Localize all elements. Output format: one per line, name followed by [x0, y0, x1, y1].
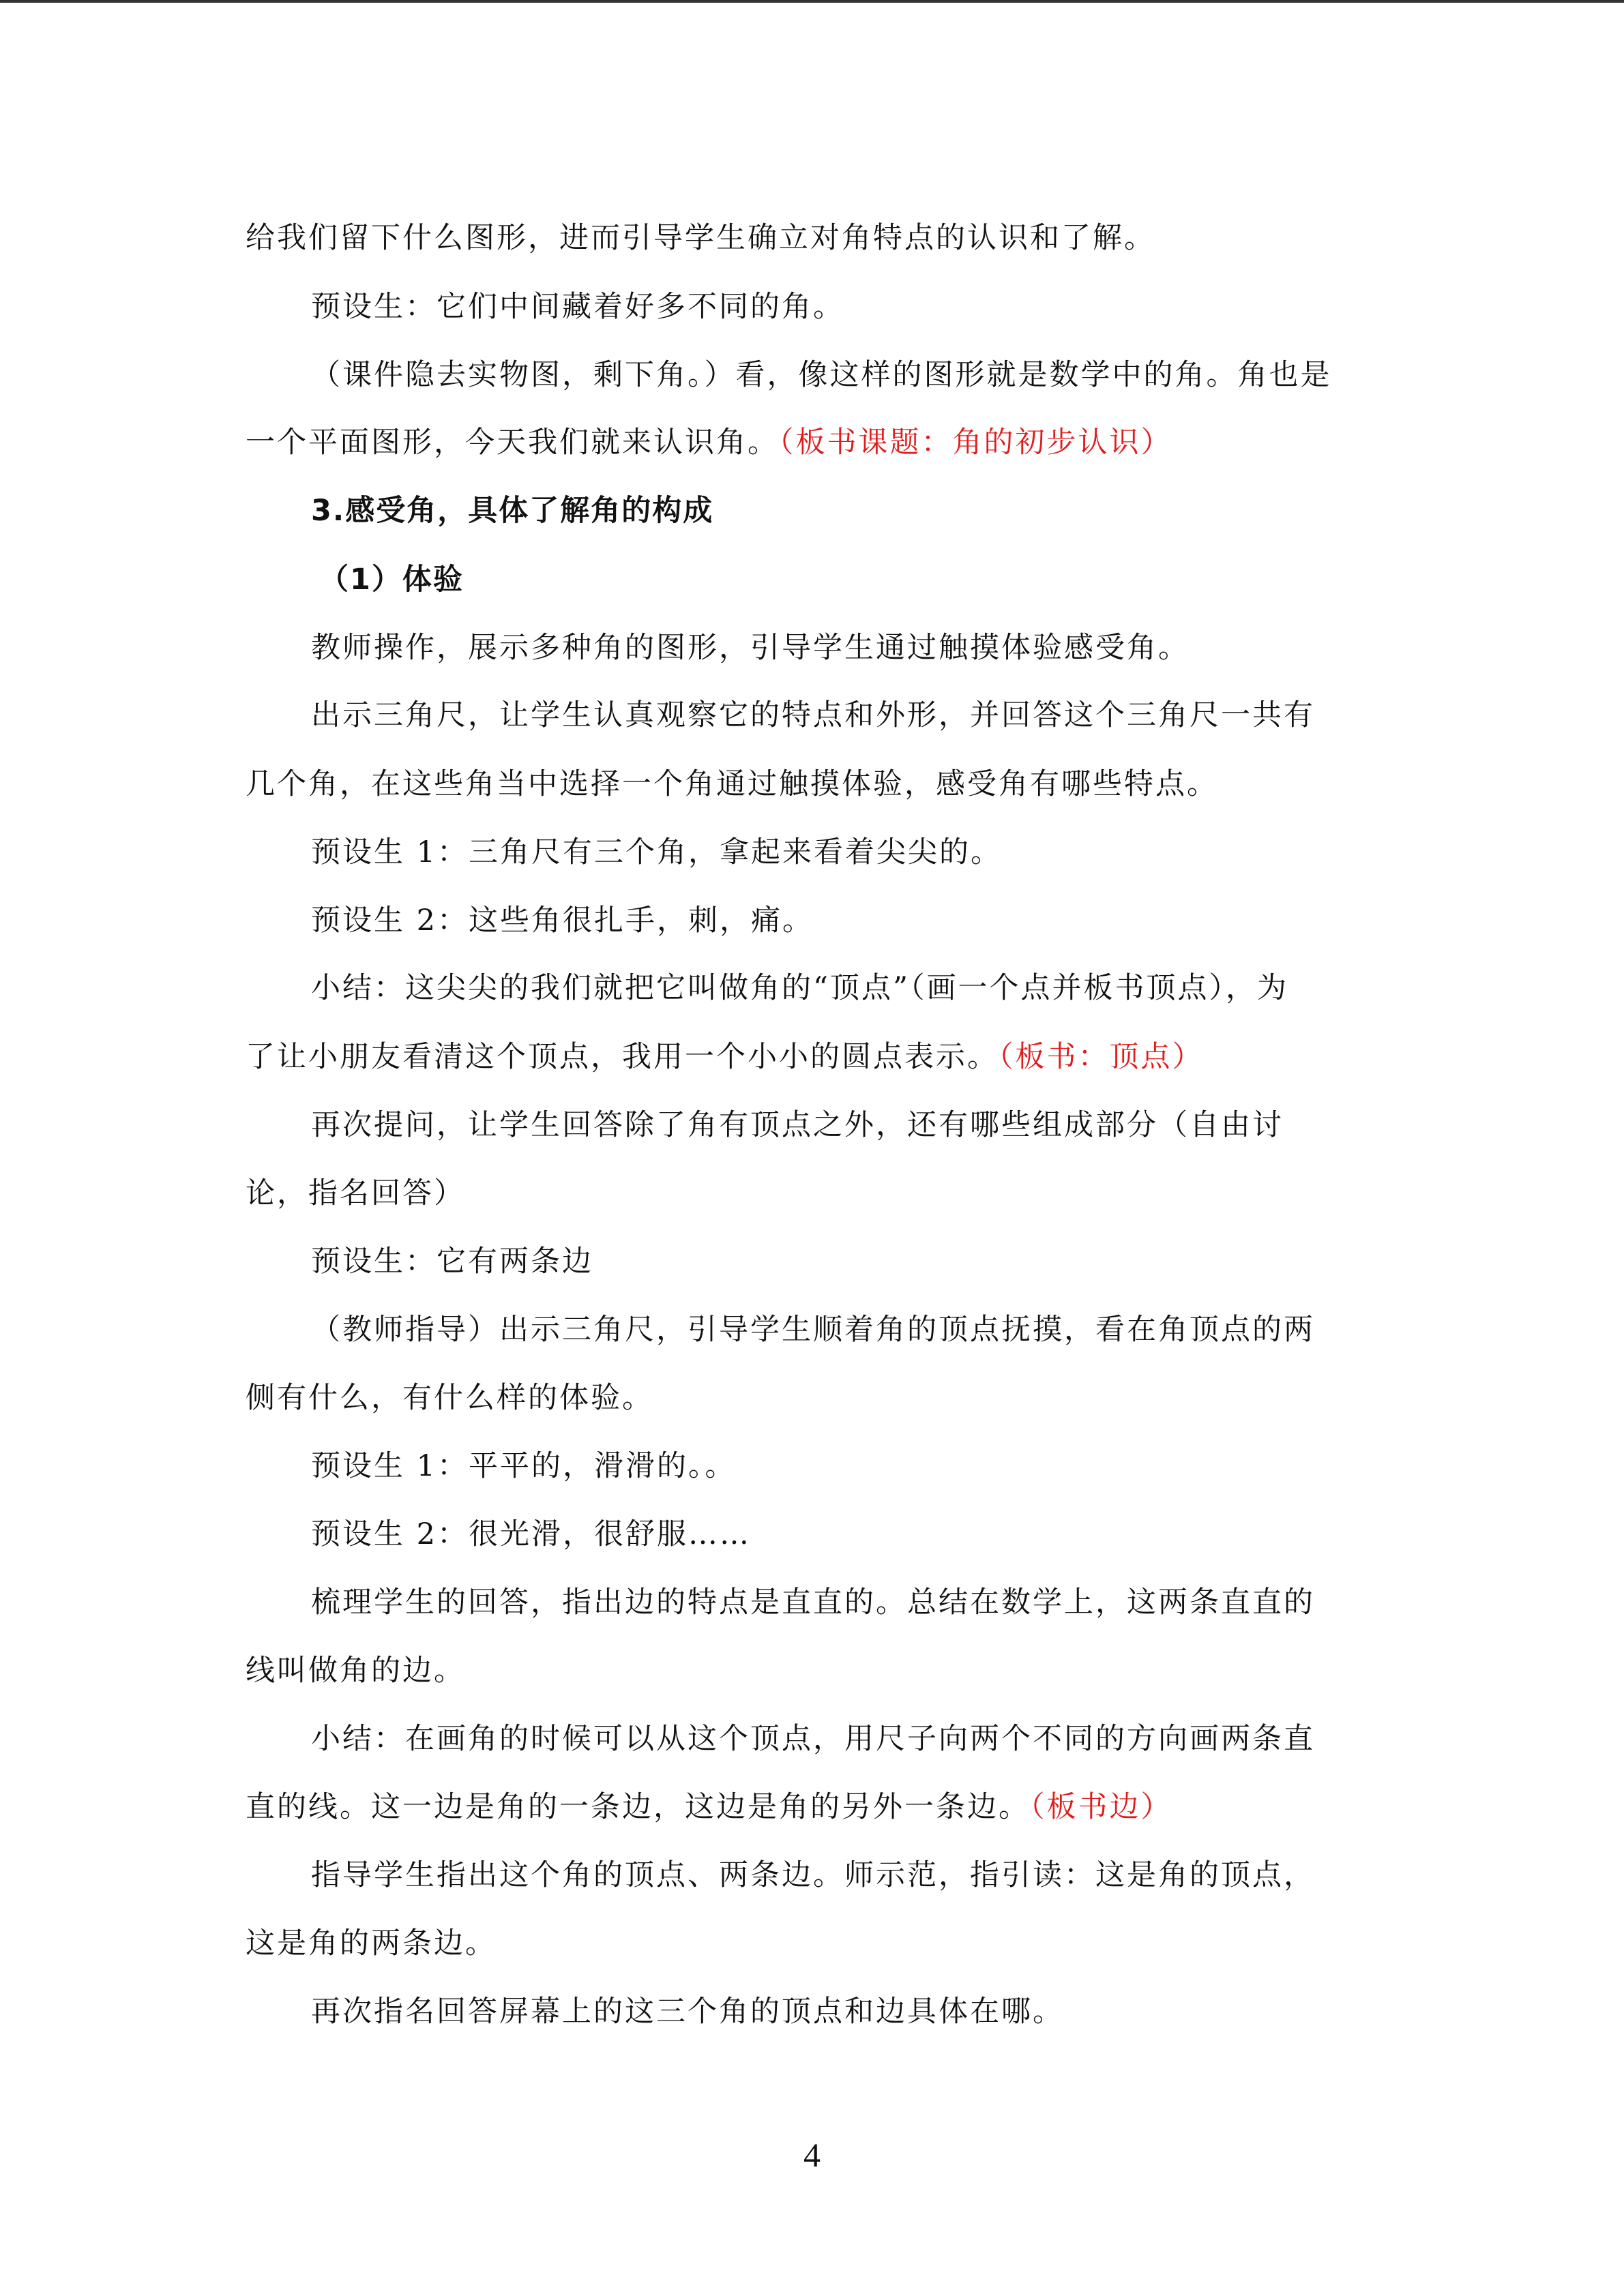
- paragraph-line: [246, 764, 1218, 805]
- paragraph-line: [246, 1173, 465, 1214]
- paragraph-line: [311, 1855, 1315, 1896]
- paragraph-line: [311, 286, 844, 327]
- paragraph-line: [311, 627, 1190, 668]
- heading-text: （1）体验: [319, 563, 464, 597]
- line-text: 指导学生指出这个角的顶点、两条边。师示范，指引读：这是角的顶点，: [311, 1858, 1315, 1892]
- line-text: 小结：这尖尖的我们就把它叫做角的“顶点”（画一个点并板书顶点），为: [311, 971, 1288, 1005]
- paragraph-line: [311, 695, 1315, 736]
- board-note-highlight: （板书边）: [1030, 1790, 1172, 1824]
- paragraph-line: [311, 1241, 593, 1282]
- heading-text: 3.感受角，具体了解角的构成: [311, 494, 714, 528]
- section-heading: [311, 490, 713, 531]
- line-text: 这是角的两条边。: [246, 1926, 497, 1960]
- line-text: 侧有什么，有什么样的体验。: [246, 1381, 653, 1415]
- line-text: 预设生 1：平平的，滑滑的。。: [311, 1449, 737, 1483]
- paragraph-line: [311, 1446, 737, 1487]
- line-text: （教师指导）出示三角尺，引导学生顺着角的顶点抚摸，看在角顶点的两: [311, 1313, 1315, 1347]
- line-text: 再次提问，让学生回答除了角有顶点之外，还有哪些组成部分（自由讨: [311, 1108, 1284, 1142]
- line-text: 预设生 2：很光滑，很舒服……: [311, 1517, 752, 1551]
- paragraph-line: [311, 1105, 1284, 1146]
- line-text: 一个平面图形，今天我们就来认识角。: [246, 426, 779, 460]
- paragraph-line: [311, 355, 1332, 396]
- board-note-highlight: （板书课题：角的初步认识）: [779, 426, 1172, 460]
- line-text: 出示三角尺，让学生认真观察它的特点和外形，并回答这个三角尺一共有: [311, 698, 1315, 732]
- paragraph-line: [246, 1787, 1172, 1828]
- paragraph-line: [311, 1991, 1064, 2032]
- paragraph-line: [311, 832, 1002, 873]
- line-text: 预设生：它有两条边: [311, 1244, 593, 1279]
- line-text: 梳理学生的回答，指出边的特点是直直的。总结在数学上，这两条直直的: [311, 1585, 1315, 1620]
- line-text: 预设生 2：这些角很扎手，刺，痛。: [311, 904, 814, 938]
- paragraph-line: [311, 1718, 1315, 1759]
- line-text: 预设生 1：三角尺有三个角，拿起来看着尖尖的。: [311, 835, 1003, 869]
- paragraph-line: [246, 422, 1172, 463]
- page-number: 4: [803, 2136, 821, 2174]
- paragraph-line: [246, 1650, 465, 1691]
- paragraph-line: [311, 1514, 751, 1555]
- subsection-heading: [319, 559, 464, 600]
- paragraph-line: [246, 1037, 1204, 1077]
- line-text: 了让小朋友看清这个顶点，我用一个小小的圆点表示。: [246, 1040, 999, 1074]
- board-note-highlight: （板书：顶点）: [999, 1040, 1204, 1074]
- line-text: 线叫做角的边。: [246, 1654, 465, 1688]
- paragraph-line: [311, 1309, 1315, 1350]
- paragraph-line: [311, 968, 1288, 1009]
- paragraph-line: [246, 1377, 653, 1418]
- line-text: 几个角，在这些角当中选择一个角通过触摸体验，感受角有哪些特点。: [246, 767, 1218, 801]
- paragraph-line: [246, 1923, 497, 1964]
- line-text: 小结：在画角的时候可以从这个顶点，用尺子向两个不同的方向画两条直: [311, 1722, 1315, 1756]
- line-text: 直的线。这一边是角的一条边，这边是角的另外一条边。: [246, 1790, 1030, 1824]
- paragraph-line: [246, 218, 1155, 258]
- line-text: 论，指名回答）: [246, 1176, 465, 1210]
- line-text: 教师操作，展示多种角的图形，引导学生通过触摸体验感受角。: [311, 631, 1190, 665]
- line-text: （课件隐去实物图，剩下角。）看，像这样的图形就是数学中的角。角也是: [311, 358, 1332, 392]
- line-text: 预设生：它们中间藏着好多不同的角。: [311, 290, 844, 324]
- line-text: 再次指名回答屏幕上的这三个角的顶点和边具体在哪。: [311, 1995, 1064, 2029]
- paragraph-line: [311, 900, 814, 941]
- line-text: 给我们留下什么图形，进而引导学生确立对角特点的认识和了解。: [246, 221, 1155, 255]
- paragraph-line: [311, 1582, 1315, 1623]
